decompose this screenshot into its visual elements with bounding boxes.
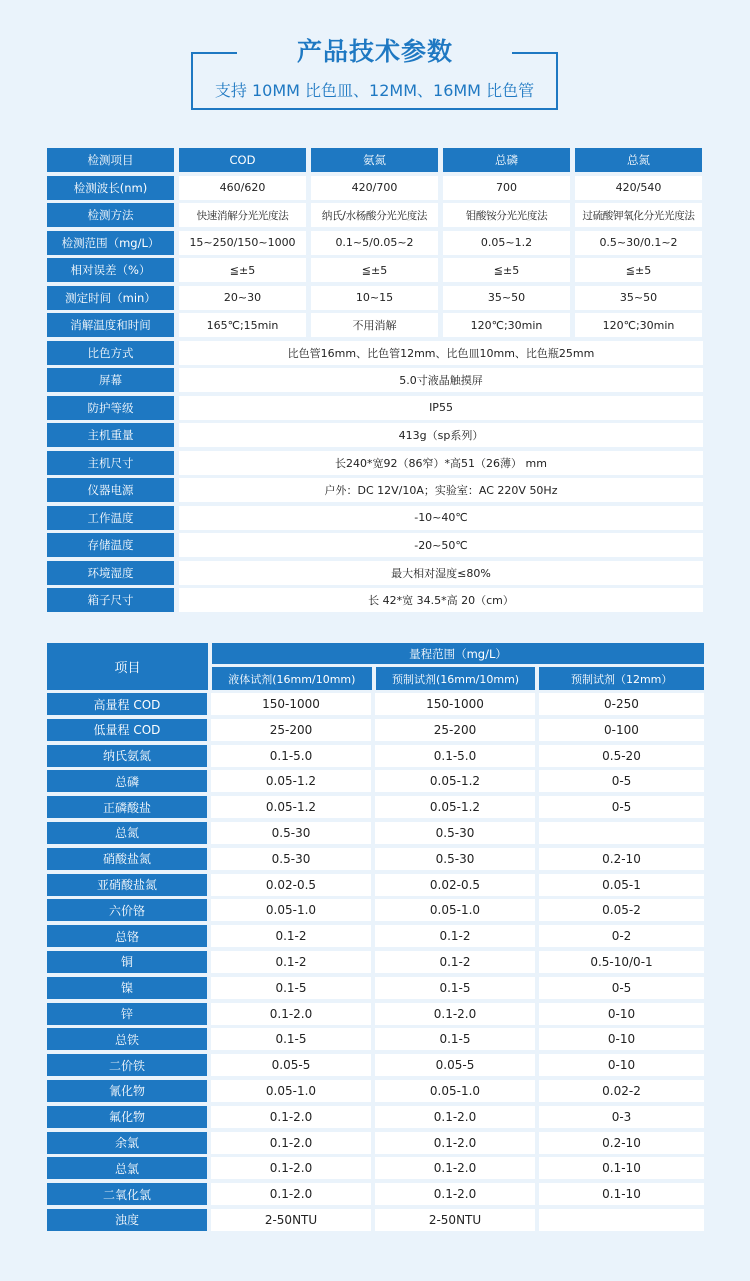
range-cell: 0.05-5 <box>211 1054 371 1076</box>
range-row <box>47 719 704 741</box>
spec-span-row <box>47 561 703 585</box>
spec-cell: 165℃;15min <box>179 313 306 337</box>
spec-row-label: 工作温度 <box>47 506 174 530</box>
spec-span-row <box>47 368 703 392</box>
range-row-label: 总氯 <box>47 1157 207 1179</box>
range-cell: 0-100 <box>539 719 704 741</box>
spec-header-item: 检测项目 <box>47 148 174 172</box>
range-row-label: 浊度 <box>47 1209 207 1231</box>
spec-row-label: 检测波长(nm) <box>47 176 174 200</box>
spec-span-row <box>47 478 703 502</box>
spec-cell: 700 <box>443 176 570 200</box>
spec-row-label: 主机重量 <box>47 423 174 447</box>
spec-row <box>47 176 703 200</box>
range-row-label: 亚硝酸盐氮 <box>47 874 207 896</box>
range-header-group <box>212 643 704 690</box>
range-row <box>47 951 704 973</box>
range-cell: 0.2-10 <box>539 1132 704 1154</box>
range-header-subcolumns <box>212 667 704 690</box>
title-frame-bottom <box>191 108 558 110</box>
range-row <box>47 770 704 792</box>
spec-span-value: 比色管16mm、比色管12mm、比色皿10mm、比色瓶25mm <box>179 341 703 365</box>
range-row <box>47 1054 704 1076</box>
range-cell: 0.5-30 <box>375 848 535 870</box>
range-cell: 0.5-30 <box>375 822 535 844</box>
range-row-label: 总铬 <box>47 925 207 947</box>
range-cell: 0.05-5 <box>375 1054 535 1076</box>
spec-span-value: IP55 <box>179 396 703 420</box>
spec-cell: 0.1~5/0.05~2 <box>311 231 438 255</box>
range-cell: 0.02-0.5 <box>211 874 371 896</box>
spec-span-value: 5.0寸液晶触摸屏 <box>179 368 703 392</box>
range-cell: 0.05-1.0 <box>375 1080 535 1102</box>
range-cell: 0.02-2 <box>539 1080 704 1102</box>
range-row-label: 二价铁 <box>47 1054 207 1076</box>
range-header-liquid: 液体试剂(16mm/10mm) <box>212 667 372 690</box>
spec-cell: 460/620 <box>179 176 306 200</box>
range-cell: 0.1-10 <box>539 1183 704 1205</box>
spec-cell: 420/540 <box>575 176 702 200</box>
title-block <box>0 0 750 130</box>
spec-cell: 20~30 <box>179 286 306 310</box>
range-header-group-title: 量程范围（mg/L） <box>212 643 704 664</box>
range-cell: 0.1-5 <box>375 977 535 999</box>
range-cell: 0.1-2.0 <box>375 1106 535 1128</box>
range-cell: 0.1-2.0 <box>375 1157 535 1179</box>
range-row-label: 六价铬 <box>47 899 207 921</box>
range-cell: 0.1-2.0 <box>375 1132 535 1154</box>
spec-row-label: 存储温度 <box>47 533 174 557</box>
range-cell: 0.1-2.0 <box>375 1183 535 1205</box>
range-row <box>47 1106 704 1128</box>
range-cell: 150-1000 <box>211 693 371 715</box>
spec-row <box>47 313 703 337</box>
spec-span-row <box>47 396 703 420</box>
spec-cell: 120℃;30min <box>575 313 702 337</box>
range-row-label: 总铁 <box>47 1028 207 1050</box>
spec-header-nitrogen: 总氮 <box>575 148 702 172</box>
spec-span-row <box>47 533 703 557</box>
range-cell: 0.05-1.0 <box>375 899 535 921</box>
range-table-body <box>47 693 704 1231</box>
range-row <box>47 848 704 870</box>
range-row <box>47 822 704 844</box>
spec-row-label: 检测方法 <box>47 203 174 227</box>
range-cell: 0-250 <box>539 693 704 715</box>
range-row <box>47 796 704 818</box>
spec-cell: ≦±5 <box>179 258 306 282</box>
spec-cell: 35~50 <box>443 286 570 310</box>
range-cell: 0.5-30 <box>211 822 371 844</box>
range-row-label: 氰化物 <box>47 1080 207 1102</box>
spec-cell: ≦±5 <box>575 258 702 282</box>
range-cell: 0.05-1.2 <box>375 796 535 818</box>
range-row <box>47 693 704 715</box>
range-row-label: 铜 <box>47 951 207 973</box>
range-cell: 0.05-1 <box>539 874 704 896</box>
spec-header-phosphorus: 总磷 <box>443 148 570 172</box>
range-cell: 0.1-5.0 <box>375 745 535 767</box>
range-table-header <box>47 643 704 690</box>
range-cell: 0.1-2 <box>375 925 535 947</box>
range-row <box>47 1080 704 1102</box>
range-cell: 0.1-5 <box>211 1028 371 1050</box>
range-cell: 0.1-2.0 <box>211 1106 371 1128</box>
range-row-label: 镍 <box>47 977 207 999</box>
spec-row-label: 仪器电源 <box>47 478 174 502</box>
range-cell <box>539 822 704 844</box>
spec-cell: 0.05~1.2 <box>443 231 570 255</box>
range-row <box>47 977 704 999</box>
spec-span-value: -10~40℃ <box>179 506 703 530</box>
spec-cell: 420/700 <box>311 176 438 200</box>
range-row <box>47 1183 704 1205</box>
range-row-label: 低量程 COD <box>47 719 207 741</box>
spec-row-label: 箱子尺寸 <box>47 588 174 612</box>
spec-span-row <box>47 451 703 475</box>
range-cell: 0.1-2.0 <box>211 1157 371 1179</box>
range-cell: 0-5 <box>539 770 704 792</box>
spec-cell: 35~50 <box>575 286 702 310</box>
spec-row-label: 环境湿度 <box>47 561 174 585</box>
spec-span-row <box>47 341 703 365</box>
range-cell: 0.2-10 <box>539 848 704 870</box>
range-cell: 0.05-1.0 <box>211 1080 371 1102</box>
range-cell: 0-5 <box>539 796 704 818</box>
range-row <box>47 1157 704 1179</box>
range-cell: 0.1-2.0 <box>211 1003 371 1025</box>
range-row-label: 氟化物 <box>47 1106 207 1128</box>
range-cell: 0-2 <box>539 925 704 947</box>
range-table <box>47 643 704 1235</box>
spec-row-label: 消解温度和时间 <box>47 313 174 337</box>
spec-row-label: 检测范围（mg/L） <box>47 231 174 255</box>
spec-span-row <box>47 506 703 530</box>
range-row-label: 锌 <box>47 1003 207 1025</box>
spec-cell: ≦±5 <box>443 258 570 282</box>
range-header-item: 项目 <box>47 643 208 690</box>
spec-cell: 15~250/150~1000 <box>179 231 306 255</box>
range-cell: 0-3 <box>539 1106 704 1128</box>
range-cell: 0.5-20 <box>539 745 704 767</box>
spec-cell: 钼酸铵分光光度法 <box>443 203 570 227</box>
spec-span-value: 户外：DC 12V/10A；实验室：AC 220V 50Hz <box>179 478 703 502</box>
range-cell: 0-10 <box>539 1054 704 1076</box>
spec-span-row <box>47 588 703 612</box>
range-cell: 0.05-2 <box>539 899 704 921</box>
range-cell: 0.05-1.2 <box>211 770 371 792</box>
range-row-label: 余氯 <box>47 1132 207 1154</box>
range-cell: 0.1-2 <box>375 951 535 973</box>
page-title: 产品技术参数 <box>296 37 453 66</box>
range-row <box>47 1028 704 1050</box>
range-cell: 0.1-5 <box>375 1028 535 1050</box>
spec-span-value: 413g（sp系列） <box>179 423 703 447</box>
range-cell: 0.1-2 <box>211 951 371 973</box>
range-cell: 0.1-2.0 <box>375 1003 535 1025</box>
range-row <box>47 745 704 767</box>
range-cell: 0.1-5.0 <box>211 745 371 767</box>
range-cell: 0.1-2 <box>211 925 371 947</box>
spec-row <box>47 258 703 282</box>
range-cell: 0-10 <box>539 1003 704 1025</box>
spec-span-value: -20~50℃ <box>179 533 703 557</box>
spec-header-ammonia: 氨氮 <box>311 148 438 172</box>
spec-cell: 120℃;30min <box>443 313 570 337</box>
range-row-label: 高量程 COD <box>47 693 207 715</box>
range-row <box>47 1132 704 1154</box>
spec-span-value: 最大相对湿度≤80% <box>179 561 703 585</box>
spec-cell: 0.5~30/0.1~2 <box>575 231 702 255</box>
range-cell <box>539 1209 704 1231</box>
spec-cell: ≦±5 <box>311 258 438 282</box>
range-cell: 0.05-1.2 <box>375 770 535 792</box>
spec-row-label: 比色方式 <box>47 341 174 365</box>
range-cell: 0.02-0.5 <box>375 874 535 896</box>
range-cell: 0.1-2.0 <box>211 1132 371 1154</box>
spec-row <box>47 203 703 227</box>
range-header-prefab-12: 预制试剂（12mm） <box>539 667 704 690</box>
range-cell: 2-50NTU <box>211 1209 371 1231</box>
page-subtitle: 支持 10MM 比色皿、12MM、16MM 比色管 <box>214 81 535 100</box>
spec-span-row <box>47 423 703 447</box>
range-cell: 0.5-10/0-1 <box>539 951 704 973</box>
range-row-label: 总氮 <box>47 822 207 844</box>
range-cell: 2-50NTU <box>375 1209 535 1231</box>
range-row-label: 二氧化氯 <box>47 1183 207 1205</box>
range-cell: 0.5-30 <box>211 848 371 870</box>
range-cell: 0.1-5 <box>211 977 371 999</box>
spec-row-label: 主机尺寸 <box>47 451 174 475</box>
range-row-label: 纳氏氨氮 <box>47 745 207 767</box>
spec-table <box>47 148 703 616</box>
spec-table-header <box>47 148 703 172</box>
spec-cell: 纳氏/水杨酸分光光度法 <box>311 203 438 227</box>
spec-row-label: 相对误差（%） <box>47 258 174 282</box>
range-row-label: 硝酸盐氮 <box>47 848 207 870</box>
range-row-label: 正磷酸盐 <box>47 796 207 818</box>
spec-cell: 过硫酸钾氧化分光光度法 <box>575 203 702 227</box>
spec-row-label: 屏幕 <box>47 368 174 392</box>
range-header-prefab-16: 预制试剂(16mm/10mm) <box>376 667 536 690</box>
range-cell: 0.05-1.2 <box>211 796 371 818</box>
range-cell: 0-10 <box>539 1028 704 1050</box>
range-cell: 25-200 <box>211 719 371 741</box>
spec-row <box>47 286 703 310</box>
spec-span-value: 长240*宽92（86窄）*高51（26薄） mm <box>179 451 703 475</box>
range-row <box>47 925 704 947</box>
range-cell: 0-5 <box>539 977 704 999</box>
spec-span-value: 长 42*宽 34.5*高 20（cm） <box>179 588 703 612</box>
range-cell: 0.1-10 <box>539 1157 704 1179</box>
range-cell: 150-1000 <box>375 693 535 715</box>
spec-row-label: 测定时间（min） <box>47 286 174 310</box>
range-cell: 0.1-2.0 <box>211 1183 371 1205</box>
range-row <box>47 874 704 896</box>
range-row <box>47 1209 704 1231</box>
spec-cell: 10~15 <box>311 286 438 310</box>
range-row-label: 总磷 <box>47 770 207 792</box>
spec-row <box>47 231 703 255</box>
range-cell: 25-200 <box>375 719 535 741</box>
range-row <box>47 899 704 921</box>
spec-row-label: 防护等级 <box>47 396 174 420</box>
spec-header-cod: COD <box>179 148 306 172</box>
range-cell: 0.05-1.0 <box>211 899 371 921</box>
spec-cell: 不用消解 <box>311 313 438 337</box>
spec-cell: 快速消解分光光度法 <box>179 203 306 227</box>
range-row <box>47 1003 704 1025</box>
